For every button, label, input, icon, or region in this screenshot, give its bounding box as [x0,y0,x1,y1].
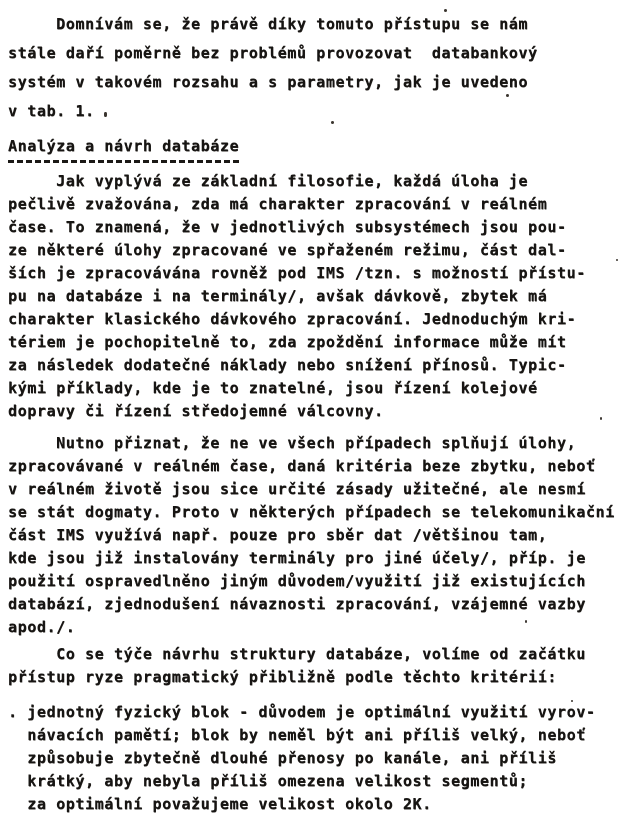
text-line: se stát dogmaty. Proto v některých případech se telekomunikační [8,503,615,521]
scan-speck [104,112,107,117]
scan-speck [600,417,602,420]
text-line: pečlivě zvažována, zda má charakter zpracování v reálném [8,195,548,213]
text-line: charakter klasického dávkového zpracování. Jednoduchým kri- [8,310,577,328]
text-line: v reálném životě jsou sice určité zásady užitečné, ale nesmí [8,480,586,498]
text-line: kými příklady, kde je to znatelné, jsou řízení kolejové [8,379,538,397]
text-line: krátký, aby nebyla příliš omezena velikost segmentů; [8,772,529,790]
paragraph-intro [8,10,627,126]
paragraph-admission [8,432,627,639]
paragraph-analysis [8,170,627,423]
section-heading-text: Analýza a návrh databáze [8,135,239,163]
text-line: způsobuje zbytečně dlouhé přenosy po kanále, ani příliš [8,749,557,767]
bullet-item-physical-block [8,701,627,814]
text-line: za následek dodatečné náklady nebo snížení přínosů. Typic- [8,356,567,374]
text-line: Domnívám se, že právě díky tomuto přístupu se nám [8,15,529,33]
text-line: tériem je pochopitelně to, zda zpoždění informace může mít [8,333,567,351]
text-line: ze některé úlohy zpracované ve spřaženém režimu, část dal- [8,241,567,259]
scan-speck [525,620,527,623]
text-line: Co se týče návrhu struktury databáze, volíme od začátku [8,645,586,663]
text-line: systém v takovém rozsahu a s parametry, jak je uvedeno [8,73,529,91]
text-line: ších je zpracovávána rovněž pod IMS /tzn. s možností přístu- [8,264,586,282]
text-line: návacích pamětí; blok by neměl být ani příliš velký, neboť [8,726,586,744]
text-line: Jak vyplývá ze základní filosofie, každá úloha je [8,172,529,190]
text-line: . jednotný fyzický blok - důvodem je optimální využití vyrov- [8,703,596,721]
text-line: čase. To znamená, že v jednotlivých subsystémech jsou pou- [8,218,567,236]
scan-speck [616,259,618,261]
scan-speck [506,94,509,97]
scan-speck [571,700,573,702]
text-line: stále daří poměrně bez problémů provozovat databankový [8,44,538,62]
text-line: v tab. 1. [8,102,95,120]
text-line: část IMS využívá např. pouze pro sběr dat /většinou tam, [8,526,548,544]
paragraph-structure [8,643,627,689]
scan-speck [331,121,334,124]
text-line: Nutno přiznat, že ne ve všech případech splňují úlohy, [8,434,577,452]
text-line: použití ospravedlněno jiným důvodem/využití již existujících [8,572,586,590]
text-line: zpracovávané v reálném čase, daná kritéria beze zbytku, neboť [8,457,596,475]
text-line: pu na databáze i na terminály/, avšak dávkově, zbytek má [8,287,548,305]
scan-speck [444,9,447,12]
text-line: databází, zjednodušení návaznosti zpracování, vzájemné vazby [8,595,586,613]
text-line: přístup ryze pragmatický přibližně podle těchto kritérií: [8,668,557,686]
section-heading [8,135,627,162]
text-line: dopravy či řízení středojemné válcovny. [8,402,384,420]
text-line: apod./. [8,618,76,636]
text-line: za optimální považujeme velikost okolo 2K. [8,795,432,813]
text-line: kde jsou již instalovány terminály pro jiné účely/, příp. je [8,549,586,567]
